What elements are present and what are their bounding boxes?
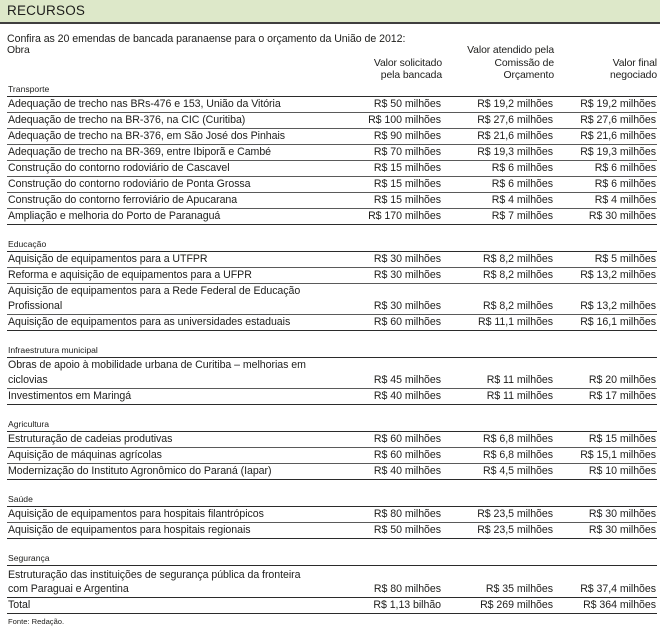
column-header-valor-final [554,45,657,83]
column-header-valor-solicitado [337,45,442,83]
cell-valor-solicitado: R$ 45 milhões [337,357,442,388]
cell-valor-final: R$ 6 milhões [554,160,657,176]
cell-valor-atendido: R$ 19,3 milhões [442,144,554,160]
cell-valor-solicitado: R$ 50 milhões [337,96,442,112]
cell-valor-solicitado: R$ 80 milhões [337,506,442,522]
source-note: Fonte: Redação. [8,616,65,626]
table-row [7,522,657,538]
column-header-valor-solicitado-line2: pela bancada [380,70,442,81]
cell-valor-solicitado: R$ 50 milhões [337,522,442,538]
cell-valor-solicitado: R$ 60 milhões [337,431,442,447]
section-spacer [7,330,657,344]
cell-obra: Construção do contorno ferroviário de Apucarana [7,192,337,208]
cell-valor-atendido: R$ 8,2 milhões [442,251,554,267]
cell-total-valor-final: R$ 364 milhões [554,597,657,613]
cell-valor-solicitado: R$ 70 milhões [337,144,442,160]
banner [0,0,660,22]
cell-valor-solicitado: R$ 90 milhões [337,128,442,144]
cell-valor-solicitado: R$ 40 milhões [337,388,442,404]
cell-valor-solicitado: R$ 60 milhões [337,447,442,463]
cell-obra: Aquisição de máquinas agrícolas [7,447,337,463]
cell-valor-atendido: R$ 6 milhões [442,176,554,192]
cell-obra: Construção do contorno rodoviário de Cascavel [7,160,337,176]
section-label: Saúde [7,493,657,507]
section-spacer [7,404,657,418]
cell-valor-atendido: R$ 21,6 milhões [442,128,554,144]
cell-valor-final: R$ 21,6 milhões [554,128,657,144]
cell-obra: Aquisição de equipamentos para hospitais regionais [7,522,337,538]
cell-obra: Reforma e aquisição de equipamentos para a UFPR [7,267,337,283]
section-header-row [7,83,657,97]
cell-valor-atendido: R$ 35 milhões [442,565,554,597]
cell-valor-final: R$ 4 milhões [554,192,657,208]
cell-valor-atendido: R$ 8,2 milhões [442,283,554,314]
table-row [7,96,657,112]
cell-valor-atendido: R$ 23,5 milhões [442,522,554,538]
cell-valor-solicitado: R$ 30 milhões [337,283,442,314]
section-label: Segurança [7,552,657,566]
section-header-row [7,238,657,252]
cell-valor-final: R$ 30 milhões [554,522,657,538]
table-row [7,160,657,176]
cell-valor-atendido: R$ 11 milhões [442,388,554,404]
section-header-row [7,344,657,358]
cell-valor-final: R$ 6 milhões [554,176,657,192]
section-spacer-cell [7,404,657,418]
cell-valor-atendido: R$ 6 milhões [442,160,554,176]
table-body [7,83,657,614]
cell-valor-final: R$ 19,2 milhões [554,96,657,112]
cell-obra: Aquisição de equipamentos para hospitais filantrópicos [7,506,337,522]
cell-valor-solicitado: R$ 30 milhões [337,267,442,283]
column-header-valor-atendido-line1: Valor atendido pela [467,45,554,56]
cell-valor-final: R$ 17 milhões [554,388,657,404]
cell-obra: Modernização do Instituto Agronômico do Paraná (Iapar) [7,463,337,479]
cell-total-label: Total [7,597,337,613]
cell-valor-final: R$ 20 milhões [554,357,657,388]
cell-obra: Adequação de trecho na BR-376, em São José dos Pinhais [7,128,337,144]
section-spacer [7,479,657,493]
table-row [7,251,657,267]
table-container [0,45,660,614]
table-row [7,267,657,283]
table-row [7,112,657,128]
table-row [7,388,657,404]
column-header-valor-final-line1: Valor final [612,57,657,69]
cell-valor-solicitado: R$ 80 milhões [337,565,442,597]
section-label: Transporte [7,83,657,97]
column-header-valor-solicitado-line1: Valor solicitado [373,57,442,69]
section-label: Educação [7,238,657,252]
table-row [7,208,657,224]
section-spacer [7,224,657,238]
table-row [7,357,657,388]
column-header-obra: Obra [7,45,30,56]
section-header-row [7,493,657,507]
column-header-valor-atendido-line2: Comissão de Orçamento [494,57,554,81]
table-row [7,431,657,447]
cell-valor-final: R$ 30 milhões [554,208,657,224]
column-header-valor-atendido [442,45,554,83]
section-spacer-cell [7,224,657,238]
section-header-row [7,418,657,432]
cell-valor-final: R$ 13,2 milhões [554,283,657,314]
cell-valor-atendido: R$ 23,5 milhões [442,506,554,522]
cell-valor-solicitado: R$ 15 milhões [337,192,442,208]
cell-valor-solicitado: R$ 15 milhões [337,160,442,176]
cell-total-valor-solicitado: R$ 1,13 bilhão [337,597,442,613]
cell-valor-atendido: R$ 6,8 milhões [442,447,554,463]
section-spacer [7,538,657,552]
cell-obra: Investimentos em Maringá [7,388,337,404]
table-row [7,447,657,463]
cell-valor-solicitado: R$ 15 milhões [337,176,442,192]
table-row [7,283,657,314]
table-row [7,565,657,597]
cell-valor-final: R$ 13,2 milhões [554,267,657,283]
cell-valor-atendido: R$ 19,2 milhões [442,96,554,112]
cell-obra: Aquisição de equipamentos para a UTFPR [7,251,337,267]
cell-valor-atendido: R$ 11 milhões [442,357,554,388]
table-row [7,176,657,192]
cell-valor-atendido: R$ 11,1 milhões [442,314,554,330]
table-row [7,128,657,144]
cell-valor-solicitado: R$ 40 milhões [337,463,442,479]
section-header-row [7,552,657,566]
cell-total-valor-atendido: R$ 269 milhões [442,597,554,613]
section-label: Agricultura [7,418,657,432]
cell-valor-final: R$ 15,1 milhões [554,447,657,463]
cell-valor-atendido: R$ 4 milhões [442,192,554,208]
table-row [7,463,657,479]
cell-obra: Aquisição de equipamentos para a Rede Federal de Educação Profissional [7,283,337,314]
cell-obra-line2: com Paraguai e Argentina [8,582,129,595]
cell-obra: Estruturação de cadeias produtivas [7,431,337,447]
cell-valor-final: R$ 19,3 milhões [554,144,657,160]
cell-obra-line1: Estruturação das instituições de segurança pública da fronteira [8,568,301,581]
cell-valor-final: R$ 15 milhões [554,431,657,447]
cell-obra: Construção do contorno rodoviário de Ponta Grossa [7,176,337,192]
cell-valor-final: R$ 30 milhões [554,506,657,522]
table-row [7,144,657,160]
cell-valor-atendido: R$ 4,5 milhões [442,463,554,479]
cell-valor-final: R$ 10 milhões [554,463,657,479]
cell-obra [7,565,337,597]
table-row [7,506,657,522]
cell-obra: Adequação de trecho nas BRs-476 e 153, União da Vitória [7,96,337,112]
cell-valor-solicitado: R$ 170 milhões [337,208,442,224]
cell-valor-atendido: R$ 27,6 milhões [442,112,554,128]
cell-valor-atendido: R$ 6,8 milhões [442,431,554,447]
table-row [7,314,657,330]
cell-obra: Ampliação e melhoria do Porto de Paranaguá [7,208,337,224]
budget-amendments-table [7,45,657,614]
cell-valor-solicitado: R$ 60 milhões [337,314,442,330]
cell-valor-solicitado: R$ 100 milhões [337,112,442,128]
table-row [7,192,657,208]
cell-valor-solicitado: R$ 30 milhões [337,251,442,267]
cell-obra: Obras de apoio à mobilidade urbana de Curitiba – melhorias em ciclovias [7,357,337,388]
cell-valor-final: R$ 27,6 milhões [554,112,657,128]
table-header-row [7,45,657,83]
cell-valor-atendido: R$ 8,2 milhões [442,267,554,283]
cell-obra: Adequação de trecho na BR-376, na CIC (Curitiba) [7,112,337,128]
section-label: Infraestrutura municipal [7,344,657,358]
column-header-valor-final-line2: negociado [609,70,657,81]
cell-valor-final: R$ 16,1 milhões [554,314,657,330]
section-spacer-cell [7,538,657,552]
cell-valor-atendido: R$ 7 milhões [442,208,554,224]
cell-obra: Aquisição de equipamentos para as universidades estaduais [7,314,337,330]
section-spacer-cell [7,479,657,493]
cell-valor-final: R$ 37,4 milhões [554,565,657,597]
intro-text: Confira as 20 emendas de bancada paranaense para o orçamento da União de 2012: [7,33,406,45]
cell-valor-final: R$ 5 milhões [554,251,657,267]
page-title: RECURSOS [7,3,86,19]
section-spacer-cell [7,330,657,344]
table-row-total [7,597,657,613]
cell-obra: Adequação de trecho na BR-369, entre Ibiporã e Cambé [7,144,337,160]
